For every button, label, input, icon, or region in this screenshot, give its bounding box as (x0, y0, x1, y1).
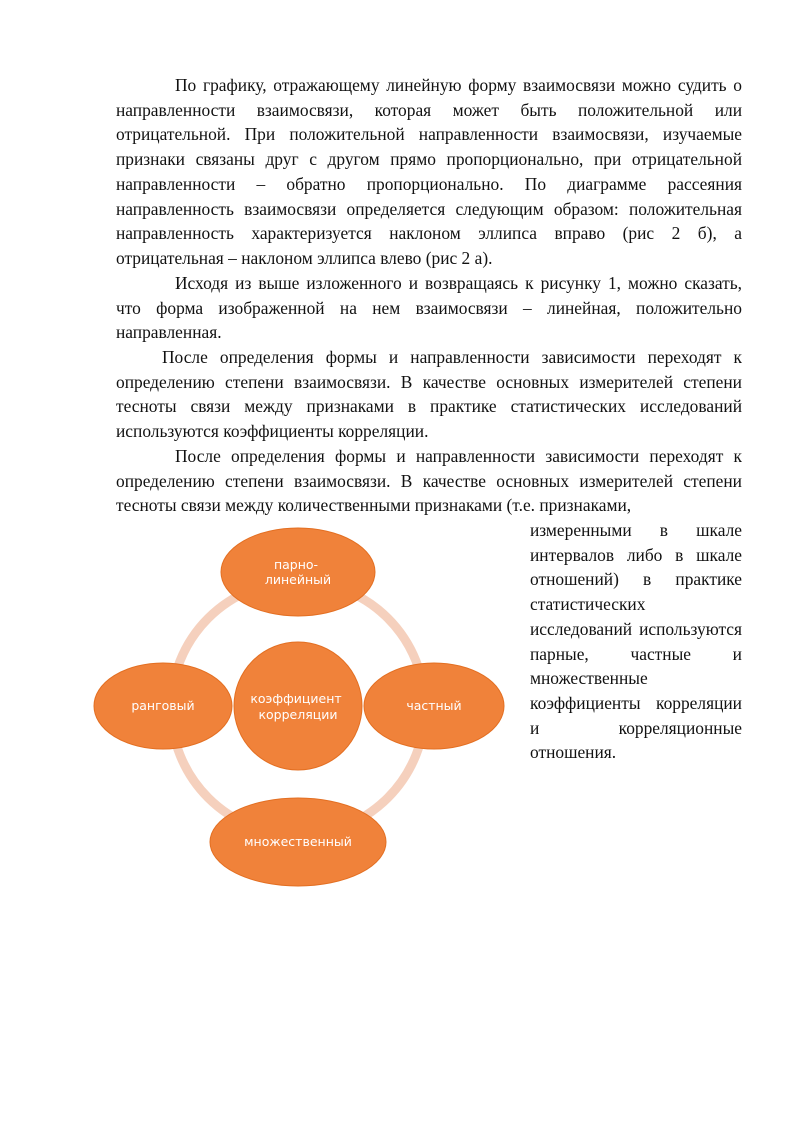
node-left (94, 663, 232, 749)
paragraph-1: По графику, отражающему линейную форму взаимосвязи можно судить о направленности взаимосвязи, которая может быть положительной или отрицательной. При положительной направленности взаимосвязи, изучаемые признаки связаны друг с другом прямо пропорционально, при отрицательной направленности – обратно пропорционально. По диаграмме рассеяния направленность взаимосвязи определяется следующим образом: положительная направленность характеризуется наклоном эллипса вправо (рис 2 б), а отрицательная – наклоном эллипса влево (рис 2 а). (116, 75, 742, 268)
node-center (234, 642, 362, 770)
node-top-line-2: линейный (264, 572, 332, 587)
node-right-label: частный (406, 698, 462, 713)
paragraph-4-side: измеренными в шкале интервалов либо в шкале отношений) в практике статистических исследований используются парные, частные и множественные коэффициенты корреляции и корреляционные отношения. (530, 520, 742, 763)
svg-text:парно- линейный (265, 557, 331, 587)
node-center-line-2: корреляции (258, 707, 338, 722)
node-top (221, 528, 375, 616)
node-center-line-1: коэффициент (250, 691, 342, 706)
node-top-line-1: парно- (273, 557, 319, 572)
node-bottom-label: множественный (244, 834, 352, 849)
paragraph-2: Исходя из выше изложенного и возвращаясь к рисунку 1, можно сказать, что форма изображенной на нем взаимосвязи – линейная, положительно направленная. (116, 273, 742, 343)
node-left-label: ранговый (131, 698, 195, 713)
node-right (364, 663, 504, 749)
paragraph-3: После определения формы и направленности зависимости переходят к определению степени взаимосвязи. В качестве основных измерителей степени тесноты связи между признаками в практике статистических исследований используются коэффициенты корреляции. (116, 347, 742, 442)
svg-text:коэффициент корреляции (250, 691, 345, 722)
paragraph-4-top: После определения формы и направленности зависимости переходят к определению степени взаимосвязи. В качестве основных измерителей степени тесноты связи между количественными признаками (т.е. признаками, (116, 446, 742, 516)
node-bottom (210, 798, 386, 886)
correlation-diagram (90, 522, 510, 892)
